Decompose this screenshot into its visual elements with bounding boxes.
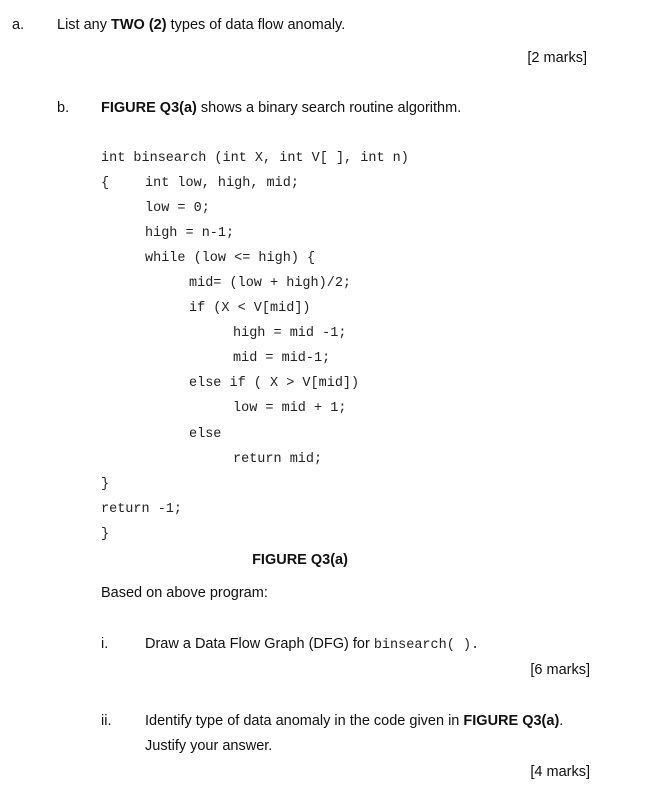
code-line: { — [101, 176, 110, 191]
code-line: else — [189, 427, 222, 442]
part-b-text: shows a binary search routine algorithm. — [196, 100, 462, 116]
part-a-bold: TWO (2) — [111, 17, 167, 33]
part-a-label: a. — [12, 17, 25, 33]
part-ii-text: Identify type of data anomaly in the code given in — [145, 713, 464, 729]
based-on-text: Based on above program: — [101, 585, 268, 601]
code-line: int low, high, mid; — [145, 176, 299, 191]
part-i-question — [145, 635, 479, 655]
code-line: } — [101, 477, 110, 492]
part-a-marks: [2 marks] — [527, 50, 587, 66]
part-a-question — [57, 16, 345, 34]
part-i-marks: [6 marks] — [530, 662, 590, 678]
part-ii-line2: Justify your answer. — [145, 738, 273, 754]
code-line: if (X < V[mid]) — [189, 301, 311, 316]
code-line: mid= (low + high)/2; — [189, 276, 352, 291]
code-line: high = mid -1; — [233, 326, 347, 341]
part-b-label: b. — [57, 100, 70, 116]
code-line: high = n-1; — [145, 226, 235, 241]
part-b-bold: FIGURE Q3(a) — [101, 100, 197, 116]
figure-caption: FIGURE Q3(a) — [252, 552, 348, 568]
part-b-question — [101, 99, 461, 117]
part-i-label: i. — [101, 636, 109, 652]
code-line: low = mid + 1; — [233, 401, 347, 416]
code-line: low = 0; — [145, 201, 210, 216]
part-ii-question — [145, 712, 563, 730]
part-i-text: Draw a Data Flow Graph (DFG) for — [145, 636, 374, 652]
part-ii-label: ii. — [101, 713, 112, 729]
part-a-text-before: List any — [57, 17, 111, 33]
part-i-code: binsearch( ). — [373, 638, 480, 653]
part-ii-bold: FIGURE Q3(a) — [463, 713, 560, 729]
code-line: return -1; — [101, 502, 183, 517]
code-line: int binsearch (int X, int V[ ], int n) — [101, 151, 409, 166]
part-a-text-after: types of data flow anomaly. — [166, 17, 346, 33]
code-line: mid = mid-1; — [233, 351, 331, 366]
part-ii-marks: [4 marks] — [530, 764, 590, 780]
code-line: while (low <= high) { — [145, 251, 316, 266]
code-line: return mid; — [233, 452, 323, 467]
part-ii-text-end: . — [559, 713, 564, 729]
code-line: else if ( X > V[mid]) — [189, 376, 360, 391]
code-line: } — [101, 527, 110, 542]
